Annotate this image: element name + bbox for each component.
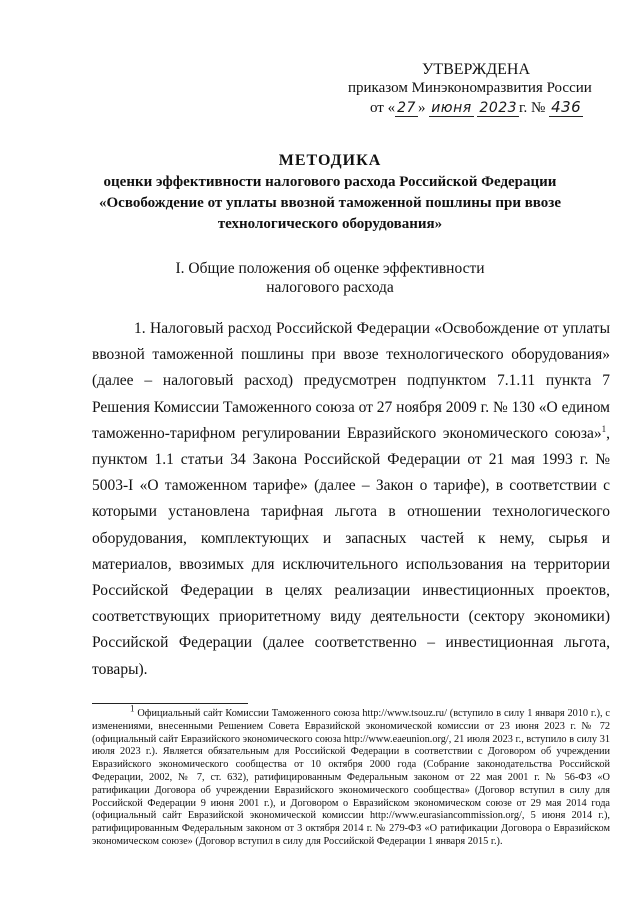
approval-title: УТВЕРЖДЕНА <box>422 61 531 78</box>
footnote-divider <box>92 703 248 704</box>
handwritten-year: 2023 <box>479 100 518 116</box>
handwritten-day: 27 <box>397 100 416 116</box>
handwritten-order-number: 436 <box>551 98 582 116</box>
section-line-2: налогового расхода <box>266 279 394 296</box>
date-prefix: от « <box>370 100 396 116</box>
approval-block <box>330 60 620 118</box>
title-line-2: «Освобождение от уплаты ввозной таможенной пошлины при ввозе <box>99 195 561 211</box>
approval-date-line <box>330 98 620 118</box>
section-line-1: I. Общие положения об оценке эффективности <box>175 260 485 277</box>
title-line-1: оценки эффективности налогового расхода Российской Федерации <box>103 174 557 190</box>
date-suffix: г. № <box>519 100 546 116</box>
title-heading: МЕТОДИКА <box>278 152 382 169</box>
title-line-3: технологического оборудования» <box>217 216 443 232</box>
footnote <box>92 703 610 849</box>
section-heading <box>60 259 600 297</box>
approval-order-line: приказом Минэкономразвития России <box>348 80 592 96</box>
document-title <box>60 150 600 235</box>
paragraph-text-end: , пунктом 1.1 статьи 34 Закона Российской Федерации от 21 мая 1993 г. № 5003-I «О таможенном тарифе» (далее – Закон о тарифе), в соответствии с которыми установлена тарифная льгота в отношении технологического оборудования, комплектующих и запасных частей к нему, сырья и материалов, ввозимых для исключительного использования на территории Российской Федерации в целях реализации инвестиционных проектов, соответствующих приоритетному виду деятельности (сектору экономики) Российской Федерации (далее соответственно – инвестиционная льгота, товары). <box>92 424 610 678</box>
footnote-text: Официальный сайт Комиссии Таможенного союза http://www.tsouz.ru/ (вступило в силу 1 января 2010 г.), с изменениями, внесенными Решением Совета Евразийской экономической комиссии от 23 июня 2023 г. № 72 (официальный сайт Евразийского экономического союза http://www.eaeunion.org/, 21 июля 2023 г., вступило в силу 31 июля 2023 г.). Является обязательным для Российской Федерации в соответствии с Договором об учреждении Евразийского экономического сообщества от 10 октября 2000 года (Собрание законодательства Российской Федерации, 2002, № 7, ст. 632), ратифицированным Федеральным законом от 22 мая 2001 г. № 56-ФЗ «О ратификации Договора об учреждении Евразийского экономического сообщества» (Договор вступил в силу для Российской Федерации 9 июня 2001 г.), и Договором о Евразийском экономическом союзе от 29 мая 2014 года (официальный сайт Евразийской экономической комиссии http://www.eurasiancommission.org/, 5 июня 2014 г.), ратифицированным Федеральным законом от 3 октября 2014 г. № 279-ФЗ «О ратификации Договора о Евразийском экономическом союзе» (Договор вступил в силу для Российской Федерации 1 января 2015 г.). <box>92 708 610 847</box>
footnote-marker: 1 <box>130 703 135 714</box>
footnote-reference: 1 <box>601 423 607 434</box>
paragraph-1 <box>92 316 610 683</box>
paragraph-text-start: 1. Налоговый расход Российской Федерации «Освобождение от уплаты ввозной таможенной пошлины при ввозе технологического оборудования» (далее – налоговый расход) предусмотрен подпунктом 7.1.11 пункта 7 Решения Комиссии Таможенного союза от 27 ноября 2009 г. № 130 «О едином таможенно-тарифном регулировании Евразийского экономического союза» <box>92 320 610 442</box>
date-sep: » <box>417 100 426 116</box>
handwritten-month: июня <box>431 100 472 116</box>
